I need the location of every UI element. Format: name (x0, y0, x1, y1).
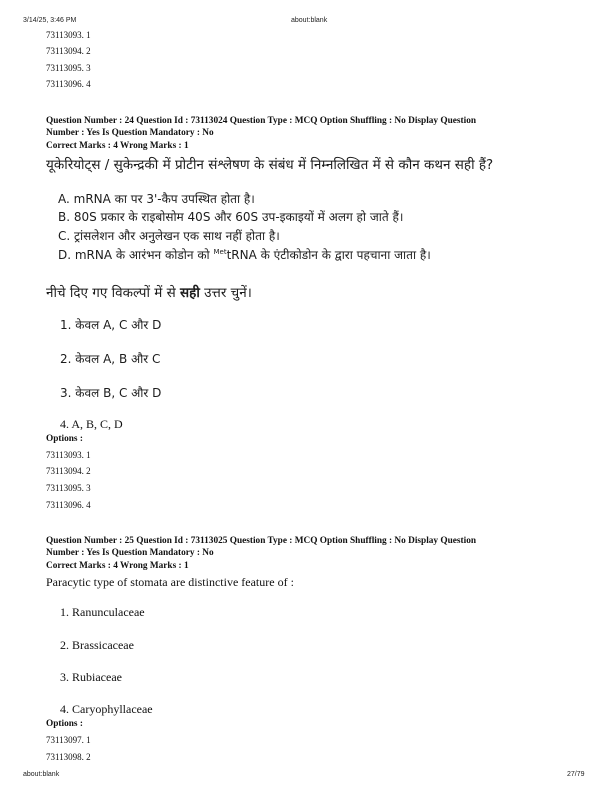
option-id: 73113094. 2 (46, 46, 91, 56)
option-id: 73113093. 1 (46, 450, 91, 460)
question-marks: Correct Marks : 4 Wrong Marks : 1 (46, 141, 189, 151)
instruction-emphasis: सही (180, 285, 200, 301)
instruction-text: नीचे दिए गए विकल्पों में से (46, 285, 181, 301)
option-id: 73113095. 3 (46, 63, 91, 73)
option-id: 73113094. 2 (46, 466, 91, 476)
statement-c: C. ट्रांसलेशन और अनुलेखन एक साथ नहीं होता है। (58, 229, 280, 243)
option-id: 73113097. 1 (46, 735, 91, 745)
statement-b: B. 80S प्रकार के राइबोसोम 40S और 60S उप-इकाइयों में अलग हो जाते हैं। (58, 210, 404, 224)
option-id: 73113098. 2 (46, 752, 91, 762)
question-meta: Question Number : 25 Question Id : 73113025 Question Type : MCQ Option Shuffling : No Display Question (46, 536, 477, 546)
option-id: 73113093. 1 (46, 30, 91, 40)
option-id: 73113096. 4 (46, 79, 91, 89)
option-id: 73113095. 3 (46, 483, 91, 493)
statement-d (58, 246, 431, 263)
option-2: 2. केवल A, B और C (60, 352, 161, 366)
question-meta: Question Number : 24 Question Id : 73113024 Question Type : MCQ Option Shuffling : No Display Question (46, 116, 477, 126)
option-4: 4. A, B, C, D (60, 417, 123, 431)
question-meta-cont: Number : Yes Is Question Mandatory : No (46, 548, 214, 558)
instruction (46, 283, 252, 301)
option-1: 1. केवल A, C और D (60, 318, 162, 332)
print-datetime: 3/14/25, 3:46 PM (23, 17, 77, 24)
statement-d-text-cont: tRNA के एंटीकोडोन के द्वारा पहचाना जाता है। (226, 248, 431, 262)
question-text: Paracytic type of stomata are distinctive feature of : (46, 575, 294, 589)
instruction-text-end: उत्तर चुनें। (199, 285, 252, 301)
question-meta-cont: Number : Yes Is Question Mandatory : No (46, 128, 214, 138)
option-3: 3. केवल B, C और D (60, 386, 162, 400)
print-footer-url: about:blank (23, 771, 60, 778)
option-1: 1. Ranunculaceae (60, 605, 145, 619)
statement-d-text: D. mRNA के आरंभन कोडोन को (58, 248, 214, 262)
question-text: यूकेरियोट्स / सुकेन्द्रकी में प्रोटीन संश्लेषण के संबंध में निम्नलिखित में से कौन कथन सही हैं? (46, 157, 494, 173)
option-id: 73113096. 4 (46, 500, 91, 510)
statement-d-superscript: Met (213, 248, 227, 256)
page-number: 27/79 (567, 771, 585, 778)
print-title: about:blank (291, 17, 328, 24)
options-label: Options : (46, 719, 83, 729)
statement-a: A. mRNA का पर 3'-कैप उपस्थित होता है। (58, 192, 255, 206)
options-label: Options : (46, 434, 83, 444)
option-2: 2. Brassicaceae (60, 638, 134, 652)
question-marks: Correct Marks : 4 Wrong Marks : 1 (46, 561, 189, 571)
option-4: 4. Caryophyllaceae (60, 702, 153, 716)
option-3: 3. Rubiaceae (60, 670, 122, 684)
